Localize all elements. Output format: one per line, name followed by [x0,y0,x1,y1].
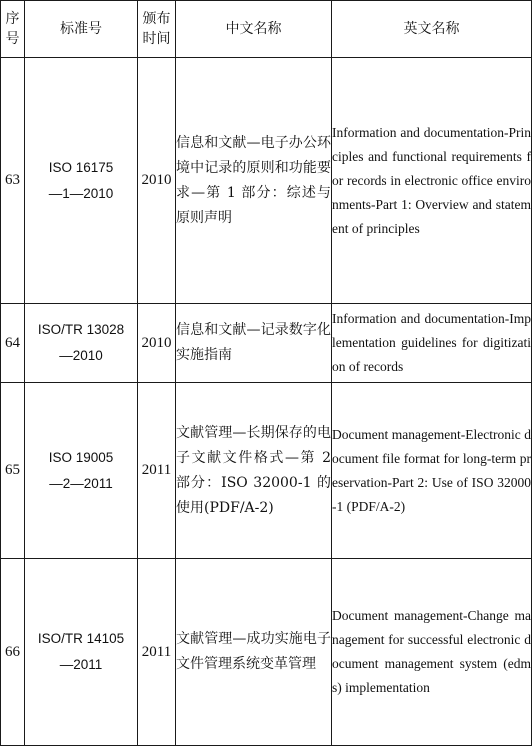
header-chinese-name: 中文名称 [176,1,332,58]
english-name: Document management-Electronic document file format for long-term preservation-Part 2: Use of ISO 32000-1 (PDF/A-2) [332,383,532,559]
table-row [1,304,532,383]
header-english-name: 英文名称 [332,1,532,58]
publication-year: 2011 [138,383,176,559]
row-number: 64 [1,304,25,383]
standard-code: ISO/TR 14105 —2011 [25,559,138,746]
header-standard-code: 标准号 [25,1,138,58]
publication-year: 2011 [138,559,176,746]
header-year: 颁布 时间 [138,1,176,58]
chinese-name: 信息和文献—记录数字化实施指南 [176,304,332,383]
standard-code: ISO 16175 —1—2010 [25,58,138,304]
row-number: 63 [1,58,25,304]
chinese-name: 文献管理—成功实施电子文件管理系统变革管理 [176,559,332,746]
english-name: Information and documentation-Implementation guidelines for digitization of records [332,304,532,383]
table-row [1,559,532,746]
standard-code: ISO/TR 13028 —2010 [25,304,138,383]
english-name: Document management-Change management for successful electronic document management system (edms) implementation [332,559,532,746]
header-no: 序 号 [1,1,25,58]
publication-year: 2010 [138,58,176,304]
row-number: 66 [1,559,25,746]
standard-code: ISO 19005 —2—2011 [25,383,138,559]
english-name: Information and documentation-Principles and functional requirements for records in electronic office environments-Part 1: Overview and statement of principles [332,58,532,304]
publication-year: 2010 [138,304,176,383]
chinese-name: 信息和文献—电子办公环境中记录的原则和功能要求—第 1 部分：综述与原则声明 [176,58,332,304]
table-header-row [1,1,532,58]
table-row [1,58,532,304]
table-row [1,383,532,559]
row-number: 65 [1,383,25,559]
chinese-name: 文献管理—长期保存的电子文献文件格式—第 2 部分：ISO 32000-1 的使用(PDF/A-2) [176,383,332,559]
